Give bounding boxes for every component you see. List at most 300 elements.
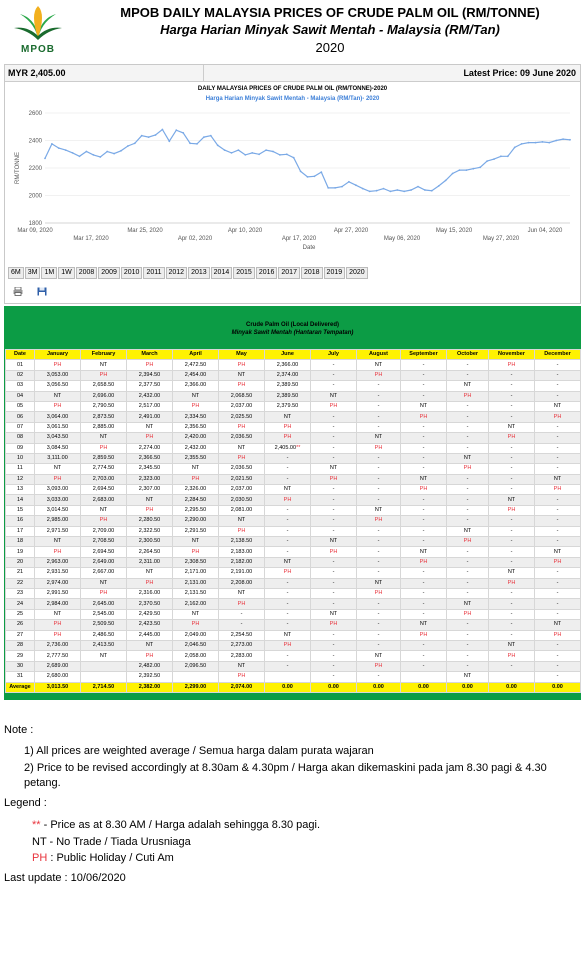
legend-star [32, 819, 320, 831]
table-cell: - [311, 495, 357, 505]
table-cell: PH [81, 516, 127, 526]
table-cell: - [311, 599, 357, 609]
table-cell: - [447, 651, 489, 661]
y-tick-label: 2400 [28, 138, 42, 145]
table-cell: - [489, 381, 535, 391]
table-cell: - [311, 485, 357, 495]
data-point [424, 189, 426, 191]
x-tick-label: May 15, 2020 [435, 228, 473, 234]
table-row [6, 391, 581, 401]
table-cell: - [401, 360, 447, 370]
data-point [106, 151, 108, 153]
table-cell: 22 [6, 578, 35, 588]
table-cell: 2,389.50 [265, 391, 311, 401]
table-cell: - [401, 640, 447, 650]
table-cell: - [489, 557, 535, 567]
print-icon[interactable] [13, 287, 23, 296]
zoom-button-1w[interactable]: 1W [58, 267, 75, 279]
table-cell: - [311, 640, 357, 650]
table-cell: 2,931.50 [35, 568, 81, 578]
data-point [231, 152, 233, 154]
data-point [362, 188, 364, 190]
table-cell: 2,708.50 [81, 537, 127, 547]
table-cell: - [265, 599, 311, 609]
data-point [182, 132, 184, 134]
table-cell: PH [35, 547, 81, 557]
table-cell: - [357, 495, 401, 505]
table-cell: 2,482.00 [127, 661, 173, 671]
table-cell: PH [81, 588, 127, 598]
table-cell: - [535, 640, 581, 650]
table-cell: 3,093.00 [35, 485, 81, 495]
table-cell: NT [219, 661, 265, 671]
data-point [72, 152, 74, 154]
table-cell: 2,432.00 [127, 391, 173, 401]
table-cell [81, 672, 127, 682]
table-cell: 2,389.50 [265, 381, 311, 391]
table-cell: NT [127, 495, 173, 505]
table-cell: 3,084.50 [35, 443, 81, 453]
table-cell: 2,283.00 [219, 651, 265, 661]
table-cell: NT [535, 547, 581, 557]
table-row [6, 422, 581, 432]
x-tick-label: Mar 25, 2020 [127, 228, 163, 234]
table-cell: PH [489, 433, 535, 443]
table-cell: 05 [6, 401, 35, 411]
table-cell: PH [35, 620, 81, 630]
table-cell: 3,064.00 [35, 412, 81, 422]
table-cell: - [489, 453, 535, 463]
table-cell: 2,645.00 [81, 599, 127, 609]
y-tick-label: 2200 [28, 166, 42, 172]
table-cell: 2,037.00 [219, 401, 265, 411]
zoom-button-2012[interactable]: 2012 [166, 267, 188, 279]
average-row [6, 682, 581, 692]
table-cell: - [535, 381, 581, 391]
table-cell: - [447, 630, 489, 640]
table-cell: NT [401, 620, 447, 630]
table-cell: - [447, 485, 489, 495]
table-cell: - [535, 588, 581, 598]
legend-ph-symbol: PH [32, 852, 48, 864]
page-year: 2020 [315, 40, 345, 55]
table-cell: - [357, 599, 401, 609]
table-cell: 2,774.50 [81, 464, 127, 474]
table-cell: - [401, 370, 447, 380]
table-cell: - [447, 568, 489, 578]
data-point [189, 142, 191, 144]
table-cell: - [357, 391, 401, 401]
zoom-button-2020[interactable]: 2020 [346, 267, 368, 279]
line-chart[interactable] [5, 105, 580, 265]
data-point [162, 129, 164, 131]
zoom-button-2016[interactable]: 2016 [256, 267, 278, 279]
average-cell: Average [6, 682, 35, 692]
table-row [6, 630, 581, 640]
table-cell: 2,394.50 [127, 370, 173, 380]
data-point [486, 160, 488, 162]
table-cell: NT [535, 620, 581, 630]
table-cell: NT [357, 433, 401, 443]
table-row [6, 640, 581, 650]
table-cell: PH [535, 630, 581, 640]
data-point [238, 149, 240, 151]
note-heading: Note : [4, 724, 34, 736]
table-cell: 3,053.00 [35, 370, 81, 380]
table-cell: - [447, 443, 489, 453]
x-tick-label: Apr 17, 2020 [281, 236, 317, 242]
table-cell [173, 672, 219, 682]
table-cell: 2,036.50 [219, 464, 265, 474]
table-cell: - [489, 443, 535, 453]
data-point [307, 176, 309, 178]
table-cell: - [265, 516, 311, 526]
table-cell: - [401, 443, 447, 453]
column-header: April [173, 350, 219, 360]
table-cell: 2,392.50 [127, 672, 173, 682]
table-cell: 2,280.50 [127, 516, 173, 526]
table-cell: 2,316.00 [127, 588, 173, 598]
zoom-button-2008[interactable]: 2008 [76, 267, 98, 279]
table-cell: - [535, 453, 581, 463]
table-cell: PH [489, 578, 535, 588]
column-header: Date [6, 350, 35, 360]
table-cell: - [311, 630, 357, 640]
table-row [6, 526, 581, 536]
chart-subtitle: Harga Harian Minyak Sawit Mentah - Malaysia (RM/Tan)- 2020 [205, 96, 380, 102]
table-cell: - [447, 360, 489, 370]
average-cell: 2,714.50 [81, 682, 127, 692]
table-cell: PH [219, 599, 265, 609]
table-cell: - [447, 516, 489, 526]
data-point [548, 142, 550, 144]
table-cell: NT [265, 412, 311, 422]
zoom-button-2010[interactable]: 2010 [121, 267, 143, 279]
x-tick-label: May 06, 2020 [383, 236, 421, 242]
table-cell: PH [219, 381, 265, 391]
zoom-button-2011[interactable]: 2011 [143, 267, 164, 279]
zoom-button-2018[interactable]: 2018 [301, 267, 323, 279]
table-cell: NT [35, 464, 81, 474]
table-cell: PH [173, 547, 219, 557]
x-tick-label: Mar 17, 2020 [73, 236, 109, 242]
data-point [438, 185, 440, 187]
table-cell: NT [401, 474, 447, 484]
table-cell: - [401, 422, 447, 432]
table-cell: - [311, 370, 357, 380]
table-cell: - [489, 661, 535, 671]
table-cell: 2,208.00 [219, 578, 265, 588]
zoom-button-1m[interactable]: 1M [41, 267, 57, 279]
data-point [355, 184, 357, 186]
table-cell: 2,290.00 [173, 516, 219, 526]
table-cell: 21 [6, 568, 35, 578]
table-cell: PH [127, 505, 173, 515]
save-icon[interactable] [37, 287, 47, 296]
table-cell: 06 [6, 412, 35, 422]
table-cell: - [401, 578, 447, 588]
table-cell: - [311, 412, 357, 422]
table-cell: - [357, 485, 401, 495]
table-cell: - [489, 401, 535, 411]
table-cell: - [265, 537, 311, 547]
table-cell: 2,138.50 [219, 537, 265, 547]
x-axis-label: Date [302, 245, 316, 251]
table-cell: - [535, 433, 581, 443]
table-cell: 2,021.50 [219, 474, 265, 484]
table-cell: PH [401, 485, 447, 495]
table-cell: - [489, 526, 535, 536]
table-cell: - [535, 505, 581, 515]
page-header [0, 0, 584, 62]
table-cell: PH [535, 412, 581, 422]
table-cell: 2,379.50 [265, 401, 311, 411]
table-cell: NT [173, 537, 219, 547]
table-cell: 2,295.50 [173, 505, 219, 515]
table-cell: - [401, 568, 447, 578]
table-cell: 3,033.00 [35, 495, 81, 505]
table-cell: - [311, 568, 357, 578]
table-cell: - [489, 516, 535, 526]
table-cell: 19 [6, 547, 35, 557]
table-cell: - [357, 412, 401, 422]
zoom-button-2017[interactable]: 2017 [278, 267, 300, 279]
table-cell: NT [447, 526, 489, 536]
table-cell: NT [447, 599, 489, 609]
table-cell: 2,413.50 [81, 640, 127, 650]
zoom-button-3m[interactable]: 3M [25, 267, 41, 279]
data-point [279, 154, 281, 156]
table-cell: - [489, 609, 535, 619]
table-cell: PH [219, 526, 265, 536]
table-cell: 2,736.00 [35, 640, 81, 650]
table-cell: 2,036.50 [219, 433, 265, 443]
table-cell: 2,472.50 [173, 360, 219, 370]
chart-title: DAILY MALAYSIA PRICES OF CRUDE PALM OIL (RM/TONNE)-2020 [197, 86, 388, 92]
data-point [528, 142, 530, 144]
data-point [155, 134, 157, 136]
table-cell: 12 [6, 474, 35, 484]
table-cell: PH [127, 360, 173, 370]
legend-star-text: - Price as at 8.30 AM / Harga adalah sehingga 8.30 pagi. [40, 819, 321, 831]
table-cell: - [447, 620, 489, 630]
table-cell: 2,709.00 [81, 526, 127, 536]
table-cell: 2,683.00 [81, 495, 127, 505]
data-point [134, 142, 136, 144]
table-cell: - [265, 651, 311, 661]
table-row [6, 599, 581, 609]
note-2: 2) Price to be revised accordingly at 8.30am & 4.30pm / Harga akan dikemaskini pada jam 8.30 pagi & 4.30 petang. [24, 762, 547, 789]
table-row [6, 485, 581, 495]
table-cell: 2,356.50 [173, 422, 219, 432]
column-header: September [401, 350, 447, 360]
table-cell: - [357, 557, 401, 567]
table-cell: - [265, 661, 311, 671]
legend-ph-text: : Public Holiday / Cuti Am [47, 852, 174, 864]
x-tick-label: Apr 02, 2020 [177, 236, 213, 242]
table-cell: - [489, 620, 535, 630]
table-row [6, 433, 581, 443]
table-cell: PH [357, 443, 401, 453]
table-cell: PH [447, 609, 489, 619]
table-cell: NT [311, 391, 357, 401]
table-cell: - [357, 464, 401, 474]
note-1: 1) All prices are weighted average / Semua harga dalam purata wajaran [24, 745, 374, 757]
table-cell: - [357, 537, 401, 547]
table-header-row [6, 350, 581, 360]
page-title: MPOB DAILY MALAYSIA PRICES OF CRUDE PALM OIL (RM/TONNE) [120, 5, 540, 20]
table-cell: - [447, 661, 489, 671]
table-cell: 29 [6, 651, 35, 661]
table-cell: 2,273.00 [219, 640, 265, 650]
table-cell: 2,081.00 [219, 505, 265, 515]
data-point [244, 154, 246, 156]
table-cell: - [535, 672, 581, 682]
data-point [562, 138, 564, 140]
table-row [6, 547, 581, 557]
table-cell: 2,694.50 [81, 547, 127, 557]
table-row [6, 651, 581, 661]
table-cell: - [357, 609, 401, 619]
table-cell: - [357, 381, 401, 391]
table-cell [265, 672, 311, 682]
table-cell: PH [173, 474, 219, 484]
data-point [535, 142, 537, 144]
table-cell: PH [489, 360, 535, 370]
table-cell: PH [81, 370, 127, 380]
table-cell: NT [401, 547, 447, 557]
data-point [258, 153, 260, 155]
table-cell: - [535, 651, 581, 661]
table-cell: PH [311, 547, 357, 557]
table-cell: PH [265, 433, 311, 443]
page-subtitle: Harga Harian Minyak Sawit Mentah - Malaysia (RM/Tan) [160, 22, 500, 37]
table-cell: 2,545.00 [81, 609, 127, 619]
table-cell: - [357, 422, 401, 432]
table-cell: - [311, 672, 357, 682]
data-point [175, 129, 177, 131]
table-cell: 2,025.50 [219, 412, 265, 422]
table-cell: - [311, 422, 357, 432]
table-cell: NT [219, 370, 265, 380]
zoom-button-2019[interactable]: 2019 [324, 267, 346, 279]
table-cell: 2,689.00 [35, 661, 81, 671]
table-cell: PH [127, 433, 173, 443]
table-cell: - [489, 537, 535, 547]
table-cell: NT [489, 495, 535, 505]
table-cell: NT [311, 464, 357, 474]
table-cell: - [311, 433, 357, 443]
table-cell: PH [173, 401, 219, 411]
table-cell: NT [35, 537, 81, 547]
table-cell: 17 [6, 526, 35, 536]
table-cell: PH [81, 443, 127, 453]
data-point [210, 135, 212, 137]
table-cell: - [357, 547, 401, 557]
table-cell: 2,680.00 [35, 672, 81, 682]
table-cell: - [535, 422, 581, 432]
table-cell: 2,667.00 [81, 568, 127, 578]
table-cell: PH [219, 453, 265, 463]
table-cell: 30 [6, 661, 35, 671]
table-cell: - [447, 474, 489, 484]
table-cell: - [401, 516, 447, 526]
table-cell: 2,790.50 [81, 401, 127, 411]
table-cell: 28 [6, 640, 35, 650]
zoom-button-2013[interactable]: 2013 [188, 267, 210, 279]
table-cell: 2,366.00 [265, 360, 311, 370]
table-cell: PH [311, 474, 357, 484]
table-cell: NT [265, 630, 311, 640]
table-cell: - [447, 433, 489, 443]
data-point [86, 151, 88, 153]
table-cell: 3,061.50 [35, 422, 81, 432]
table-cell: NT [489, 640, 535, 650]
table-row [6, 661, 581, 671]
table-cell: 18 [6, 537, 35, 547]
table-cell: NT [265, 485, 311, 495]
table-cell: PH [489, 651, 535, 661]
table-cell: PH [265, 568, 311, 578]
table-row [6, 443, 581, 453]
table-cell: NT [311, 609, 357, 619]
table-cell: 2,355.50 [173, 453, 219, 463]
table-cell: - [401, 505, 447, 515]
data-point [459, 169, 461, 171]
table-cell: - [447, 578, 489, 588]
table-cell: 2,405.00** [265, 443, 311, 453]
data-point [341, 186, 343, 188]
table-cell: NT [127, 640, 173, 650]
table-cell: 2,366.50 [127, 453, 173, 463]
table-cell: 2,291.50 [173, 526, 219, 536]
table-cell: - [447, 495, 489, 505]
table-cell: PH [447, 537, 489, 547]
price-divider [203, 65, 204, 82]
table-cell: 2,131.00 [173, 578, 219, 588]
table-cell: - [489, 391, 535, 401]
zoom-button-2009[interactable]: 2009 [98, 267, 120, 279]
data-point [396, 189, 398, 191]
table-cell: - [401, 661, 447, 671]
table-cell: 2,873.50 [81, 412, 127, 422]
zoom-button-6m[interactable]: 6M [8, 267, 24, 279]
table-cell: - [535, 495, 581, 505]
table-cell: - [311, 505, 357, 515]
table-cell: 2,777.50 [35, 651, 81, 661]
table-cell: 2,429.50 [127, 609, 173, 619]
zoom-button-2015[interactable]: 2015 [233, 267, 255, 279]
data-point [472, 168, 474, 170]
table-cell: PH [35, 630, 81, 640]
table-row [6, 620, 581, 630]
table-cell: PH [219, 360, 265, 370]
table-cell: - [447, 505, 489, 515]
table-cell: PH [265, 422, 311, 432]
zoom-button-2014[interactable]: 2014 [211, 267, 233, 279]
y-tick-label: 2600 [28, 111, 42, 117]
data-point [120, 150, 122, 152]
data-point [217, 144, 219, 146]
table-cell: - [265, 505, 311, 515]
table-cell: - [265, 547, 311, 557]
table-row [6, 370, 581, 380]
column-header: October [447, 350, 489, 360]
table-cell: PH [35, 401, 81, 411]
table-row [6, 588, 581, 598]
data-point [320, 171, 322, 173]
data-point [383, 188, 385, 190]
